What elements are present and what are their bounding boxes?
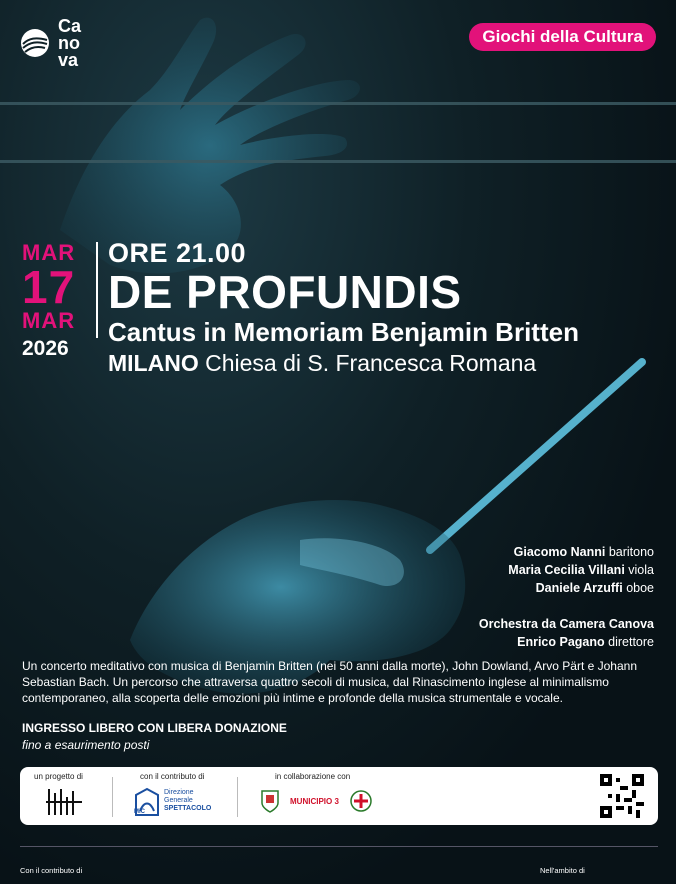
event-date [22, 241, 92, 361]
event-location: Chiesa di S. Francesca Romana [205, 350, 537, 376]
event-venue [108, 350, 536, 377]
footer-context: Nell'ambito di [540, 866, 585, 875]
event-city: MILANO [108, 350, 199, 376]
logo-text: Direzione [164, 789, 194, 796]
musica-amorosa-icon [46, 787, 82, 817]
performer [479, 561, 654, 579]
direzione-spettacolo-logo[interactable] [134, 787, 224, 819]
conductor-role: direttore [608, 635, 654, 649]
performer-role: oboe [626, 581, 654, 595]
date-month: MAR [22, 308, 76, 333]
qr-code-icon[interactable] [600, 774, 644, 818]
giochi-cultura-badge[interactable]: Giochi della Cultura [469, 23, 656, 51]
municipio-label[interactable]: MUNICIPIO 3 [290, 797, 339, 806]
date-year: 2026 [22, 337, 69, 360]
performer-role: baritono [608, 545, 654, 559]
footer-contribution: Con il contributo di [20, 866, 83, 875]
performer [479, 543, 654, 561]
sponsors-bar [20, 767, 658, 825]
milano-crest-icon[interactable] [350, 789, 372, 813]
date-month: MAR [22, 240, 76, 265]
performer-role: viola [628, 563, 654, 577]
canova-logo [20, 18, 90, 70]
canova-wordmark [58, 18, 81, 69]
logo-text: Generale [164, 797, 193, 804]
footer-divider [20, 846, 658, 847]
performer-name: Giacomo Nanni [513, 545, 606, 559]
divider [0, 160, 676, 163]
divider [112, 777, 113, 817]
canova-wave-icon [20, 28, 50, 58]
logo-line: no [58, 33, 80, 53]
entry-title: INGRESSO LIBERO CON LIBERA DONAZIONE [22, 721, 287, 735]
event-title: DE PROFUNDIS [108, 266, 462, 318]
date-day: 17 [22, 261, 76, 313]
event-subtitle: Cantus in Memoriam Benjamin Britten [108, 317, 579, 347]
event-heading [108, 238, 579, 348]
logo-line: va [58, 50, 79, 70]
divider [0, 102, 676, 105]
performer-name: Daniele Arzuffi [535, 581, 623, 595]
mic-label: MiC [134, 809, 145, 815]
divider [237, 777, 238, 817]
event-description: Un concerto meditativo con musica di Benjamin Britten (nei 50 anni dalla morte), John Dowland, Arvo Pärt e Johann Sebastian Bach. Un percorso che attraversa quattro secoli di musica, dal Rinascimento inglese al minimalismo contemporaneo, alla scoperta delle emozioni più intime e profonde della musica strumentale e vocale. [22, 659, 637, 705]
collab-label: in collaborazione con [275, 772, 351, 781]
conductor-name: Enrico Pagano [517, 635, 605, 649]
entry-info [22, 721, 287, 752]
date-separator [96, 242, 98, 338]
event-time: ORE 21.00 [108, 238, 247, 268]
performers-list [479, 543, 654, 651]
performer [479, 579, 654, 597]
logo-text: SPETTACOLO [164, 805, 212, 812]
logo-line: Ca [58, 16, 82, 36]
project-label: un progetto di [34, 772, 83, 781]
musica-amorosa-logo[interactable] [46, 787, 82, 817]
comune-crest-icon[interactable] [260, 789, 280, 813]
contribution-label: con il contributo di [140, 772, 205, 781]
ensemble-name: Orchestra da Camera Canova [478, 617, 654, 631]
performer-name: Maria Cecilia Villani [508, 563, 625, 577]
conductor [479, 633, 654, 651]
entry-note: fino a esaurimento posti [22, 738, 150, 752]
